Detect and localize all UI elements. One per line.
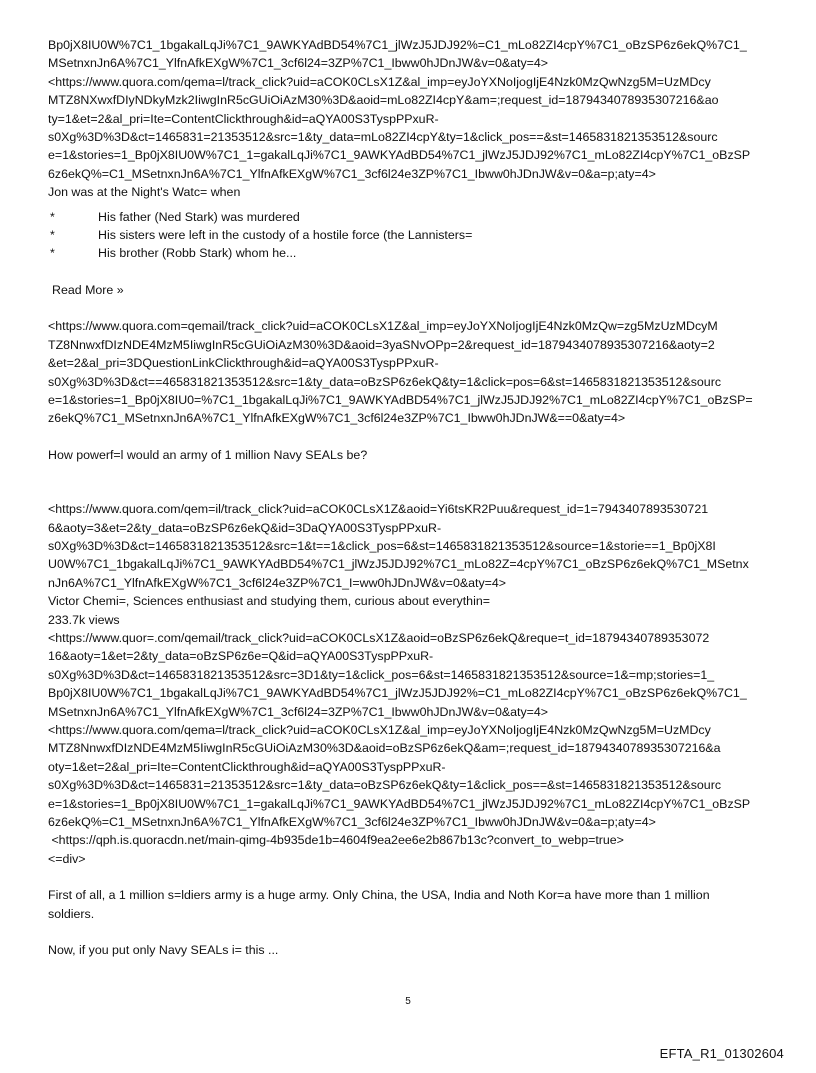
text-line: oty=1&et=2&al_pri=Ite=ContentClickthrough&id=aQYA00S3TyspPPxuR-: [48, 759, 446, 774]
read-more-link[interactable]: Read More »: [52, 282, 124, 297]
image-url-line: <https://qph.is.quoracdn.net/main-qimg-4b935de1b=4604f9ea2ee6e2b867b13c?convert_to_webp=true>: [48, 833, 624, 848]
bullet-item: [48, 208, 768, 226]
text-line: First of all, a 1 million s=ldiers army is a huge army. Only China, the USA, India and Noth Kor=a have more than 1 million: [48, 888, 710, 903]
text-line: nJn6A%7C1_YlfnAfkEXgW%7C1_3cf6l24e3ZP%7C1_I=ww0hJDnJW&v=0&aty=4>: [48, 575, 507, 590]
bullet-text: His brother (Robb Stark) whom he...: [98, 246, 297, 261]
bullet-text: His sisters were left in the custody of a hostile force (the Lannisters=: [98, 228, 473, 243]
text-line: 6z6ekQ%=C1_MSetnxnJn6A%7C1_YlfnAfkEXgW%7C1_3cf6l24e3ZP%7C1_Ibww0hJDnJW&v=0&a=p;aty=4>: [48, 166, 656, 181]
text-line: ty=1&et=2&al_pri=Ite=ContentClickthrough&id=aQYA00S3TyspPPxuR-: [48, 111, 439, 126]
text-line: TZ8NnwxfDIzNDE4MzM5IiwgInR5cGUiOiAzM30%3D&aoid=3yaSNvOPp=2&request_id=1879434078935307216&aoty=2: [48, 337, 715, 352]
text-line: 16&aoty=1&et=2&ty_data=oBzSP6z6e=Q&id=aQYA00S3TyspPPxuR-: [48, 649, 434, 664]
text-line: 6&aoty=3&et=2&ty_data=oBzSP6z6ekQ&id=3DaQYA00S3TyspPPxuR-: [48, 520, 442, 535]
text-line: <https://www.quora.com/qem=il/track_click?uid=aCOK0CLsX1Z&aoid=Yi6tsKR2Puu&request_id=1=7943407893530721: [48, 502, 709, 517]
text-line: MSetnxnJn6A%7C1_YlfnAfkEXgW%7C1_3cf6l24=3ZP%7C1_Ibww0hJDnJW&v=0&aty=4>: [48, 56, 549, 71]
text-line: Jon was at the Night's Watc= when: [48, 185, 241, 200]
text-line: <https://www.quora.com/qema=l/track_click?uid=aCOK0CLsX1Z&al_imp=eyJoYXNoIjogIjE4Nzk0MzQwNzg5M=UzMDcy: [48, 723, 711, 737]
text-line: Bp0jX8IU0W%7C1_1bgakalLqJi%7C1_9AWKYAdBD54%7C1_jlWzJ5JDJ92%=C1_mLo82ZI4cpY%7C1_oBzSP6z6ekQ%7C1_: [48, 38, 747, 52]
question-title: How powerf=l would an army of 1 million Navy SEALs be?: [48, 447, 368, 462]
text-line: z6ekQ%7C1_MSetnxnJn6A%7C1_YlfnAfkEXgW%7C1_3cf6l24e3ZP%7C1_Ibww0hJDnJW&==0&aty=4>: [48, 411, 626, 426]
bullet-item: [48, 244, 768, 262]
text-line: soldiers.: [48, 906, 95, 921]
text-line: Bp0jX8IU0W%7C1_1bgakalLqJi%7C1_9AWKYAdBD54%7C1_jlWzJ5JDJ92%=C1_mLo82ZI4cpY%7C1_oBzSP6z6ekQ%7C1_: [48, 686, 747, 701]
page-number: 5: [405, 996, 411, 1007]
text-line: MSetnxnJn6A%7C1_YlfnAfkEXgW%7C1_3cf6l24=3ZP%7C1_Ibww0hJDnJW&v=0&aty=4>: [48, 704, 549, 719]
view-count: 233.7k views: [48, 612, 120, 627]
text-line: <https://www.quora.com/qema=l/track_click?uid=aCOK0CLsX1Z&al_imp=eyJoYXNoIjogIjE4Nzk0MzQwNzg5M=UzMDcy: [48, 74, 711, 89]
text-line: <=div>: [48, 851, 86, 866]
bullet-text: His father (Ned Stark) was murdered: [98, 209, 300, 224]
url-block-1: [48, 36, 768, 202]
bullet-marker: *: [50, 246, 55, 261]
paragraph: Now, if you put only Navy SEALs i= this ...: [48, 943, 279, 958]
text-line: s0Xg%3D%3D&ct==465831821353512&src=1&ty_data=oBzSP6z6ekQ&ty=1&click=pos=6&st=1465831821353512&sourc: [48, 374, 722, 389]
text-line: s0Xg%3D%3D&ct=1465831=21353512&src=1&ty_data=mLo82ZI4cpY&ty=1&click_pos==&st=1465831821353512&sourc: [48, 130, 718, 145]
bullet-item: [48, 226, 768, 244]
text-line: s0Xg%3D%3D&ct=1465831=21353512&src=1&ty_data=oBzSP6z6ekQ&ty=1&click_pos==&st=1465831821353512&sourc: [48, 778, 722, 793]
url-block-2: [48, 317, 768, 427]
text-line: &et=2&al_pri=3DQuestionLinkClickthrough&id=aQYA00S3TyspPPxuR-: [48, 356, 439, 371]
text-line: s0Xg%3D%3D&ct=1465831821353512&src=1&t==1&click_pos=6&st=1465831821353512&source=1&storie==1_Bp0jX8I: [48, 538, 716, 553]
text-line: <https://www.quor=.com/qemail/track_click?uid=aCOK0CLsX1Z&aoid=oBzSP6z6ekQ&reque=t_id=18794340789353072: [48, 630, 710, 645]
text-line: 6z6ekQ%=C1_MSetnxnJn6A%7C1_YlfnAfkEXgW%7C1_3cf6l24e3ZP%7C1_Ibww0hJDnJW&v=0&a=p;aty=4>: [48, 815, 656, 830]
url-block-3: [48, 500, 768, 868]
bullet-marker: *: [50, 228, 55, 243]
text-line: MTZ8NnwxfDIzNDE4MzM5IiwgInR5cGUiOiAzM30%3D&aoid=oBzSP6z6ekQ&am=;request_id=1879434078935307216&a: [48, 741, 721, 756]
bullet-marker: *: [50, 209, 55, 224]
text-line: e=1&stories=1_Bp0jX8IU0W%7C1_1=gakalLqJi%7C1_9AWKYAdBD54%7C1_jlWzJ5JDJ92%7C1_mLo82ZI4cpY%7C1_oBzSP: [48, 796, 751, 811]
text-line: <https://www.quora.com=qemail/track_click?uid=aCOK0CLsX1Z&al_imp=eyJoYXNoIjogIjE4Nzk0MzQw=zg5MzUzMDcyM: [48, 319, 718, 334]
paragraph: [48, 886, 768, 923]
text-line: e=1&stories=1_Bp0jX8IU0W%7C1_1=gakalLqJi%7C1_9AWKYAdBD54%7C1_jlWzJ5JDJ92%7C1_mLo82ZI4cpY%7C1_oBzSP: [48, 148, 751, 163]
text-line: s0Xg%3D%3D&ct=1465831821353512&src=3D1&ty=1&click_pos=6&st=1465831821353512&source=1&=mp;stories=1_: [48, 667, 715, 682]
text-line: U0W%7C1_1bgakalLqJi%7C1_9AWKYAdBD54%7C1_jlWzJ5JDJ92%7C1_mLo82Z=4cpY%7C1_oBzSP6z6ekQ%7C1_MSetnx: [48, 557, 749, 572]
text-line: MTZ8NXwxfDIyNDkyMzk2IiwgInR5cGUiOiAzM30%3D&aoid=mLo82ZI4cpY&am=;request_id=1879434078935307216&ao: [48, 93, 719, 108]
author-line: Victor Chemi=, Sciences enthusiast and studying them, curious about everythin=: [48, 594, 490, 609]
bullet-list: [48, 208, 768, 263]
document-page: [48, 36, 768, 959]
bates-stamp: EFTA_R1_01302604: [659, 1046, 784, 1061]
text-line: e=1&stories=1_Bp0jX8IU0=%7C1_1bgakalLqJi%7C1_9AWKYAdBD54%7C1_jlWzJ5JDJ92%7C1_mLo82ZI4cpY%7C1_oBzSP=: [48, 392, 753, 407]
